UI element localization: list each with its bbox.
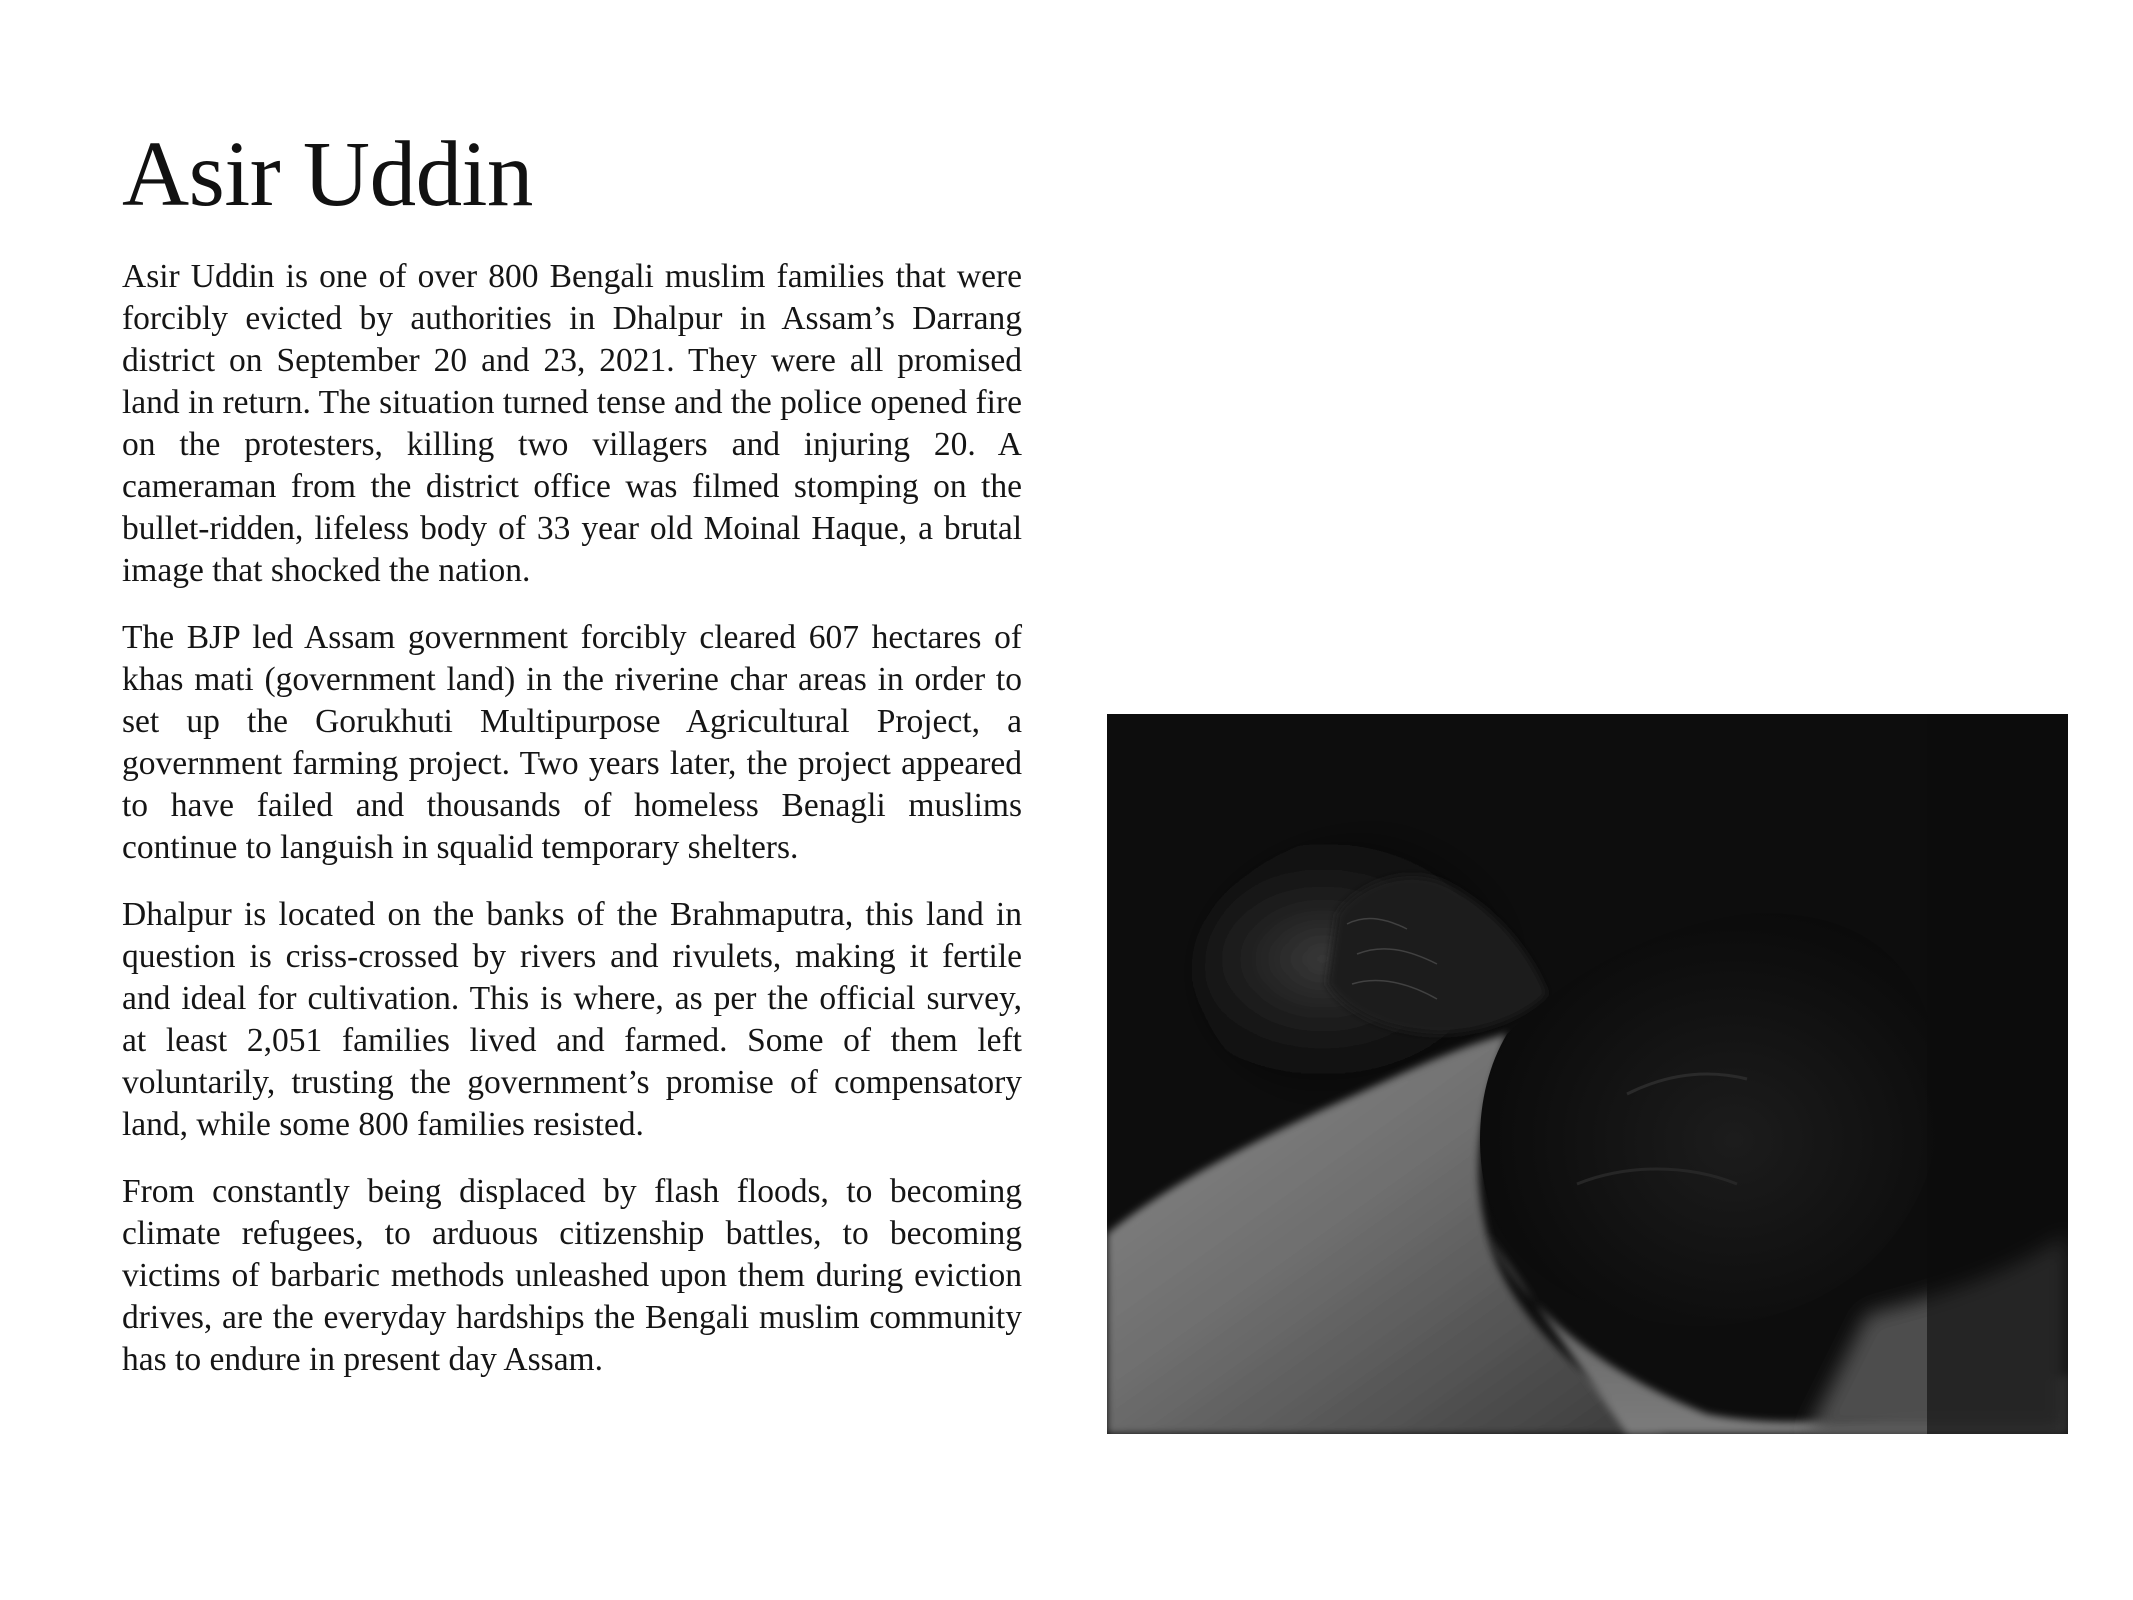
article-body <box>122 256 1022 1406</box>
portrait-photo <box>1107 714 2068 1434</box>
paragraph-4: From constantly being displaced by flash floods, to becoming climate refugees, to arduous citizenship battles, to becoming victims of barbaric methods unleashed upon them during eviction drives, are the everyday hardships the Bengali muslim community has to endure in present day Assam. <box>122 1173 1022 1378</box>
paragraph-3: Dhalpur is located on the banks of the Brahmaputra, this land in question is criss-crossed by rivers and rivulets, making it fertile and ideal for cultivation. This is where, as per the official survey, at least 2,051 families lived and farmed. Some of them left voluntarily, trusting the government’s promise of compensatory land, while some 800 families resisted. <box>122 896 1022 1143</box>
paragraph-2: The BJP led Assam government forcibly cleared 607 hectares of khas mati (government land) in the riverine char areas in order to set up the Gorukhuti Multipurpose Agricultural Project, a government farming project. Two years later, the project appeared to have failed and thousands of homeless Benagli muslims continue to languish in squalid temporary shelters. <box>122 619 1022 866</box>
page-title: Asir Uddin <box>122 123 533 226</box>
portrait-photo-illustration <box>1107 714 2068 1434</box>
paragraph-1: Asir Uddin is one of over 800 Bengali muslim families that were forcibly evicted by authorities in Dhalpur in Assam’s Darrang district on September 20 and 23, 2021. They were all promised land in return. The situation turned tense and the police opened fire on the protesters, killing two villagers and injuring 20. A cameraman from the district office was filmed stomping on the bullet-ridden, lifeless body of 33 year old Moinal Haque, a brutal image that shocked the nation. <box>122 258 1022 589</box>
